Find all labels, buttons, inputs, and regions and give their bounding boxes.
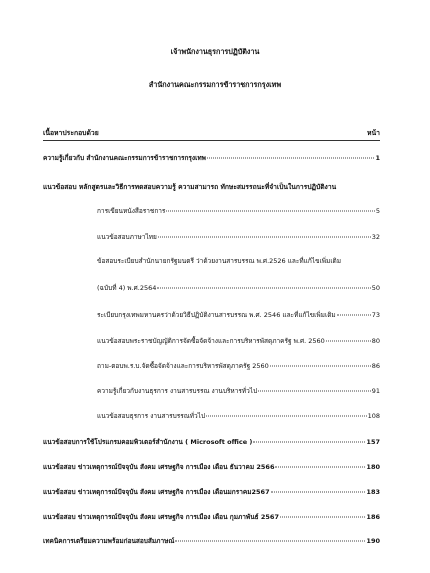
toc-entry-page: 5 <box>375 207 380 215</box>
toc-leader-dots <box>270 366 371 367</box>
toc-entry <box>43 487 380 497</box>
document-subtitle: สำนักงานคณะกรรมการข้าราชการกรุงเทพ <box>148 80 282 89</box>
toc-leader-dots <box>166 211 374 212</box>
toc-entry-page: 1 <box>375 154 380 162</box>
toc-entry-page: 190 <box>366 537 380 545</box>
toc-entry-text: แนวข้อสอบภาษาไทย <box>97 233 157 241</box>
toc-entry-text: แนวข้อสอบ ข่าวเหตุการณ์ปัจจุบัน สังคม เศรษฐกิจ การเมือง เดือน กุมภาพันธ์ 2567 <box>43 513 279 521</box>
toc-leader-dots <box>158 237 371 238</box>
toc-entry-text: ระเบียบกรุงเทพมหานครว่าด้วยวิธีปฏิบัติงานสารบรรณ พ.ศ. 2546 และที่แก้ไขเพิ่มเติม <box>97 311 336 319</box>
toc-entry-text: แนวข้อสอบพระราชบัญญัติการจัดซื้อจัดจ้างและการบริหารพัสดุภาครัฐ พ.ศ. 2560 <box>97 337 325 345</box>
toc-entry-page: 108 <box>367 412 380 420</box>
toc-leader-dots <box>206 416 367 417</box>
toc-entry-about <box>43 153 380 163</box>
toc-entry <box>43 536 380 546</box>
toc-leader-dots <box>157 288 370 289</box>
toc-entry-page: 186 <box>366 513 380 521</box>
toc-entry-page: 32 <box>371 233 380 241</box>
toc-entry-text: แนวข้อสอบ ข่าวเหตุการณ์ปัจจุบัน สังคม เศรษฐกิจ การเมือง เดือนมกราคม2567 <box>43 488 270 496</box>
toc-entry-page: 80 <box>371 337 380 345</box>
toc-leader-dots <box>207 158 375 159</box>
toc-column-page-header: หน้า <box>367 129 380 137</box>
toc-entry <box>43 437 380 447</box>
toc-column-content-header: เนื้อหาประกอบด้วย <box>43 129 99 137</box>
toc-entry-page: 183 <box>366 488 380 496</box>
toc-header-divider <box>43 140 380 141</box>
toc-subentry <box>97 283 380 293</box>
toc-subentry <box>97 411 380 421</box>
toc-entry-page: 180 <box>366 463 380 471</box>
toc-entry-text: แนวข้อสอบธุรการ งานสารบรรณทั่วไป <box>97 412 206 420</box>
toc-leader-dots <box>326 341 371 342</box>
toc-entry-text: เทคนิคการเตรียมความพร้อมก่อนสอบสัมภาษณ์ <box>43 537 175 545</box>
toc-section-heading: แนวข้อสอบ หลักสูตรและวิธีการทดสอบความรู้ ความสามารถ ทักษะสมรรถนะที่จำเป็นในการปฏิบัติงาน <box>43 183 337 191</box>
toc-entry <box>43 512 380 522</box>
toc-leader-dots <box>337 315 371 316</box>
toc-leader-dots <box>280 517 365 518</box>
toc-subentry <box>97 206 380 216</box>
toc-entry-page: 157 <box>366 438 380 446</box>
toc-entry-text: ความรู้เกี่ยวกับ สำนักงานคณะกรรมการข้าราชการกรุงเทพ <box>43 154 206 162</box>
toc-entry-text: ความรู้เกี่ยวกับงานธุรการ งานสารบรรณ งานบริหารทั่วไป <box>97 387 258 395</box>
toc-entry-text: การเขียนหนังสือราชการ <box>97 207 166 215</box>
toc-entry-text-line2: (ฉบับที่ 4) พ.ศ.2564 <box>97 284 157 292</box>
toc-entry-page: 73 <box>371 311 380 319</box>
toc-entry-text: แนวข้อสอบการใช้โปรแกรมคอมพิวเตอร์สำนักงาน ( Microsoft office ) <box>43 438 253 446</box>
toc-leader-dots <box>175 541 365 542</box>
toc-leader-dots <box>253 442 365 443</box>
toc-entry-text: แนวข้อสอบ ข่าวเหตุการณ์ปัจจุบัน สังคม เศรษฐกิจ การเมือง เดือน ธันวาคม 2566 <box>43 463 275 471</box>
toc-leader-dots <box>258 391 371 392</box>
toc-entry-page: 50 <box>371 284 380 292</box>
toc-entry-text: ถาม-ตอบพ.ร.บ.จัดซื้อจัดจ้างและการบริหารพัสดุภาครัฐ 2560 <box>97 362 269 370</box>
toc-entry-page: 91 <box>371 387 380 395</box>
toc-entry-page: 86 <box>371 362 380 370</box>
toc-leader-dots <box>275 467 365 468</box>
document-title: เจ้าพนักงานธุรการปฏิบัติงาน <box>170 47 260 56</box>
toc-subentry <box>97 336 380 346</box>
toc-subentry <box>97 310 380 320</box>
toc-subentry <box>97 361 380 371</box>
toc-entry <box>43 462 380 472</box>
toc-subentry <box>97 386 380 396</box>
toc-entry-text-line1: ข้อสอบระเบียบสำนักนายกรัฐมนตรี ว่าด้วยงานสารบรรณ พ.ศ.2526 และที่แก้ไขเพิ่มเติม <box>97 257 342 265</box>
toc-leader-dots <box>271 492 366 493</box>
toc-subentry <box>97 232 380 242</box>
